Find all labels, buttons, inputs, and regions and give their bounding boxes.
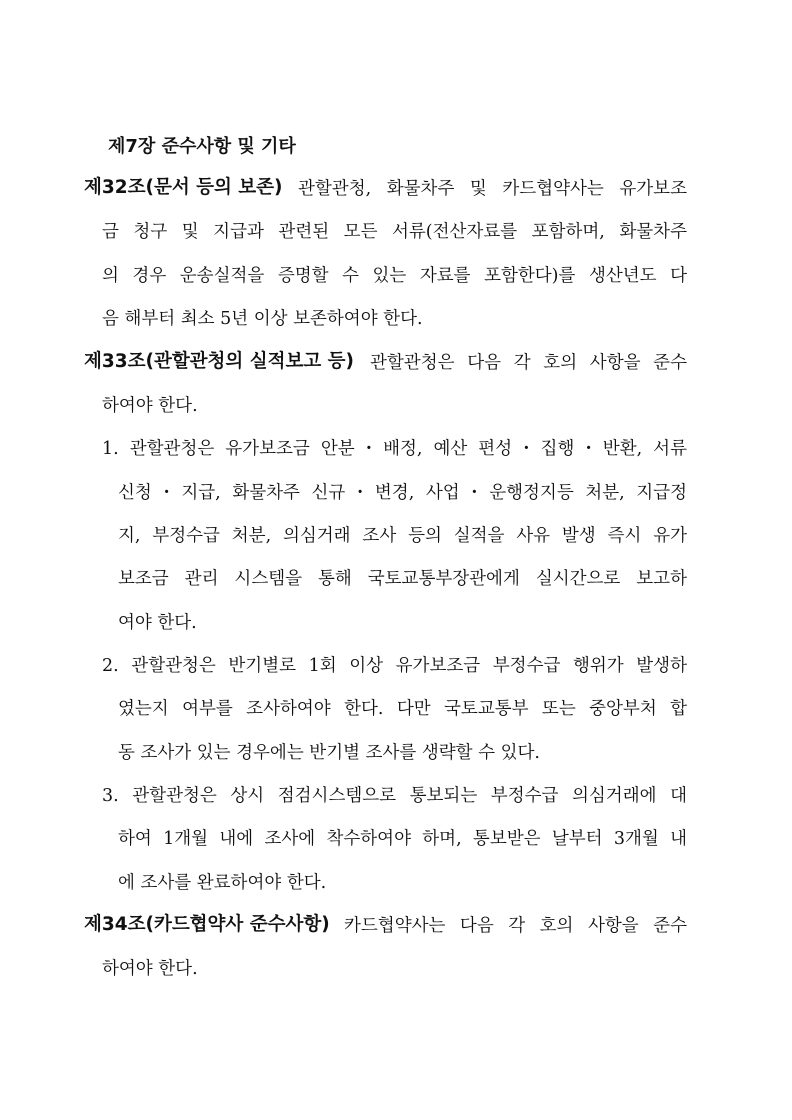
item-2-line-2: 였는지 여부를 조사하여야 한다. 다만 국토교통부 또는 중앙부처 합 <box>118 699 687 719</box>
item-1-line-1: 1. 관할관청은 유가보조금 안분・배정, 예산 편성・집행・반환, 서류 <box>102 439 687 459</box>
article-32-line-2: 금 청구 및 지급과 관련된 모든 서류(전산자료를 포함하며, 화물차주 <box>102 222 687 242</box>
article-32-heading: 제32조(문서 등의 보존) <box>84 177 283 198</box>
article-34-line-1: 카드협약사는 다음 각 호의 사항을 준수 <box>344 916 687 936</box>
item-3-line-1: 3. 관할관청은 상시 점검시스템으로 통보되는 부정수급 의심거래에 대 <box>102 786 687 806</box>
item-3-line-2: 하여 1개월 내에 조사에 착수하여야 하며, 통보받은 날부터 3개월 내 <box>118 829 687 849</box>
article-32-line-3: 의 경우 운송실적을 증명할 수 있는 자료를 포함한다)를 생산년도 다 <box>102 266 687 286</box>
item-2-line-3: 동 조사가 있는 경우에는 반기별 조사를 생략할 수 있다. <box>118 743 540 763</box>
article-33-line-1: 관할관청은 다음 각 호의 사항을 준수 <box>370 353 687 373</box>
article-34-heading: 제34조(카드협약사 준수사항) <box>84 914 330 935</box>
article-33-line-2: 하여야 한다. <box>102 396 198 416</box>
article-32-line-4: 음 해부터 최소 5년 이상 보존하여야 한다. <box>102 309 423 329</box>
item-3-line-3: 에 조사를 완료하여야 한다. <box>118 873 327 893</box>
article-33-heading: 제33조(관할관청의 실적보고 등) <box>84 351 354 372</box>
item-1-line-2: 신청・지급, 화물차주 신규・변경, 사업・운행정지등 처분, 지급정 <box>118 483 687 503</box>
article-32-line-1: 관할관청, 화물차주 및 카드협약사는 유가보조 <box>298 179 687 199</box>
item-1-line-3: 지, 부정수급 처분, 의심거래 조사 등의 실적을 사유 발생 즉시 유가 <box>118 526 687 546</box>
chapter-title: 제7장 준수사항 및 기타 <box>108 136 296 157</box>
item-2-line-1: 2. 관할관청은 반기별로 1회 이상 유가보조금 부정수급 행위가 발생하 <box>102 656 687 676</box>
article-34-line-2: 하여야 한다. <box>102 959 198 979</box>
item-1-line-5: 여야 한다. <box>118 613 197 633</box>
item-1-line-4: 보조금 관리 시스템을 통해 국토교통부장관에게 실시간으로 보고하 <box>118 569 687 589</box>
